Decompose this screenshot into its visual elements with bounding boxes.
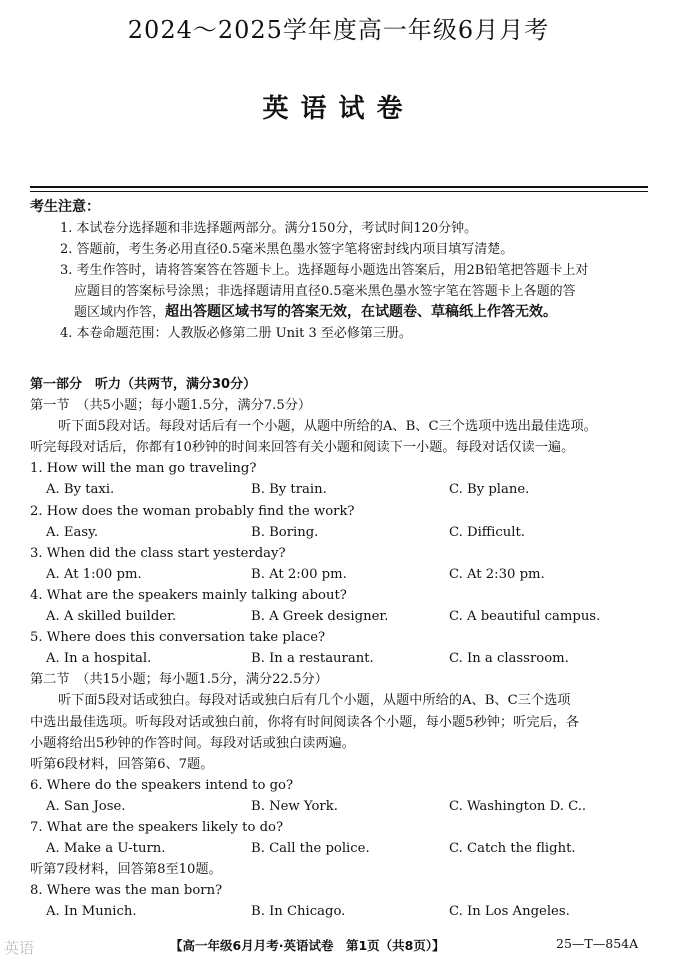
section-2-intro-line-1: 听下面5段对话或独白。每段对话或独白后有几个小题，从题中所给的A、B、C三个选项 <box>58 693 571 709</box>
question-3: 3. When did the class start yesterday? <box>30 545 286 561</box>
option-b: B. Boring. <box>251 524 319 540</box>
option-a: A. At 1:00 pm. <box>46 566 142 582</box>
option-c: C. By plane. <box>449 482 530 498</box>
question-1: 1. How will the man go traveling? <box>30 461 257 477</box>
option-a: A. A skilled builder. <box>46 609 177 625</box>
notice-item-4: 4. 本卷命题范围：人教版必修第二册 Unit 3 至必修第三册。 <box>60 326 412 341</box>
option-b: B. By train. <box>251 482 327 498</box>
option-b: B. In a restaurant. <box>251 651 374 667</box>
notice-item-3-line-1: 3. 考生作答时，请将答案答在答题卡上。选择题每小题选出答案后，用2B铅笔把答题卡上对 <box>60 263 589 278</box>
question-8: 8. Where was the man born? <box>30 883 223 899</box>
section-2-intro-line-3: 小题将给出5秒钟的作答时间。每段对话或独白读两遍。 <box>30 735 355 751</box>
listening-part <box>30 374 652 922</box>
option-c: C. In a classroom. <box>449 651 569 667</box>
question-4: 4. What are the speakers mainly talking about? <box>30 587 347 603</box>
header-rule-thin <box>30 191 648 192</box>
section-2-heading: 第二节 （共15小题；每小题1.5分，满分22.5分） <box>30 672 328 688</box>
notice-item-3-line-2: 应题目的答案标号涂黑；非选择题请用直径0.5毫米黑色墨水签字笔在答题卡上各题的答 <box>74 284 576 299</box>
option-c: C. In Los Angeles. <box>449 904 570 920</box>
option-c: C. Catch the flight. <box>449 841 576 857</box>
footer-page-info: 【高一年级6月月考·英语试卷 第1页（共8页）】 <box>170 938 445 953</box>
notice-item-1: 1. 本试卷分选择题和非选择题两部分。满分150分，考试时间120分钟。 <box>60 221 478 236</box>
option-a: A. Easy. <box>46 524 99 540</box>
option-b: B. In Chicago. <box>251 904 346 920</box>
option-b: B. At 2:00 pm. <box>251 566 347 582</box>
subject-watermark: 英语 <box>4 939 35 957</box>
question-7-options <box>30 838 652 859</box>
option-a: A. In Munich. <box>46 904 137 920</box>
question-4-options <box>30 606 652 627</box>
notice-item-3-plain: 题区域内作答， <box>74 305 166 320</box>
question-8-options <box>30 901 652 922</box>
question-3-options <box>30 564 652 585</box>
question-5: 5. Where does this conversation take place? <box>30 630 326 646</box>
section-1-intro-line-2: 听完每段对话后，你都有10秒钟的时间来回答有关小题和阅读下一小题。每段对话仅读一遍。 <box>30 440 575 456</box>
option-a: A. Make a U-turn. <box>46 841 166 857</box>
option-b: B. A Greek designer. <box>251 609 389 625</box>
question-1-options <box>30 479 652 500</box>
question-7: 7. What are the speakers likely to do? <box>30 819 284 835</box>
option-c: C. Difficult. <box>449 524 525 540</box>
material-6-instruction: 听第6段材料，回答第6、7题。 <box>30 756 214 772</box>
option-b: B. New York. <box>251 798 338 814</box>
header-rule-thick <box>30 186 648 188</box>
page-footer <box>0 934 677 956</box>
option-a: A. San Jose. <box>46 798 126 814</box>
section-2-intro-line-2: 中选出最佳选项。听每段对话或独白前，你将有时间阅读各个小题，每小题5秒钟；听完后，各 <box>30 714 580 730</box>
section-1-intro-line-1: 听下面5段对话。每段对话后有一个小题，从题中所给的A、B、C三个选项中选出最佳选项。 <box>58 419 597 435</box>
question-5-options <box>30 648 652 669</box>
option-c: C. At 2:30 pm. <box>449 566 545 582</box>
notice-heading: 考生注意： <box>30 199 100 215</box>
question-6: 6. Where do the speakers intend to go? <box>30 777 294 793</box>
exam-title: 2024～2025学年度高一年级6月月考 <box>127 16 550 44</box>
section-1-heading: 第一节 （共5小题；每小题1.5分，满分7.5分） <box>30 398 312 414</box>
question-6-options <box>30 796 652 817</box>
option-c: C. A beautiful campus. <box>449 609 601 625</box>
question-2: 2. How does the woman probably find the work? <box>30 503 355 519</box>
material-7-instruction: 听第7段材料，回答第8至10题。 <box>30 862 222 878</box>
exam-subtitle: 英语试卷 <box>262 94 415 124</box>
notice-item-2: 2. 答题前，考生务必用直径0.5毫米黑色墨水签字笔将密封线内项目填写清楚。 <box>60 242 514 257</box>
question-2-options <box>30 522 652 543</box>
candidate-notice <box>30 197 652 344</box>
notice-item-3-emphasis: 超出答题区域书写的答案无效，在试题卷、草稿纸上作答无效。 <box>165 304 558 320</box>
footer-exam-code: 25—T—854A <box>556 936 639 951</box>
option-a: A. By taxi. <box>46 482 115 498</box>
notice-item-3-line-3 <box>30 302 652 323</box>
option-a: A. In a hospital. <box>46 651 152 667</box>
option-b: B. Call the police. <box>251 841 370 857</box>
option-c: C. Washington D. C.. <box>449 798 587 814</box>
part-1-heading: 第一部分 听力（共两节，满分30分） <box>30 377 257 392</box>
